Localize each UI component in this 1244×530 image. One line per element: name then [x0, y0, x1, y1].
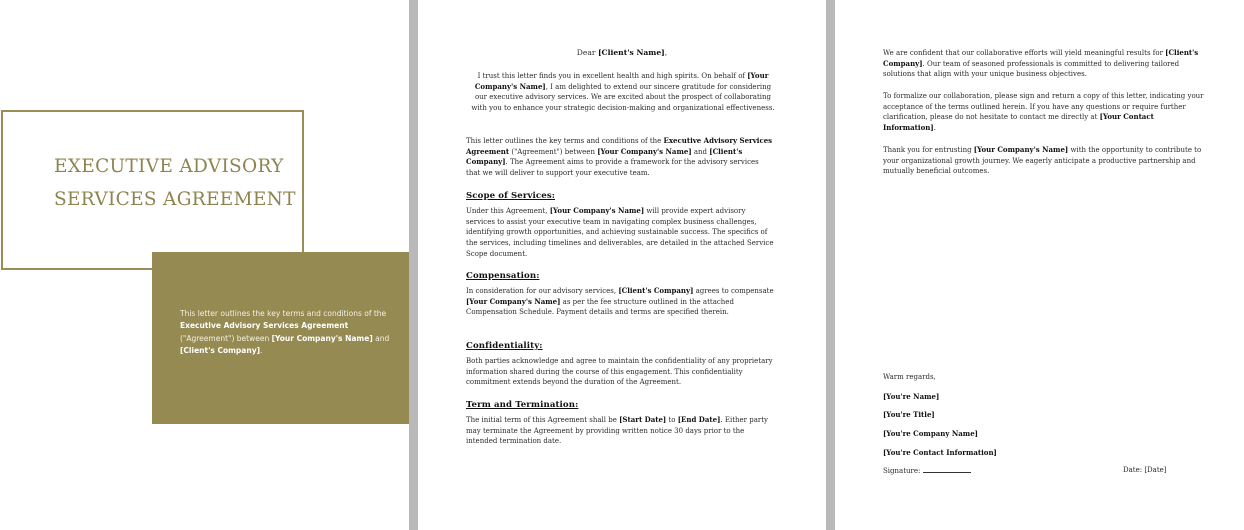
paragraph-text: agrees to compensate [693, 287, 774, 295]
summary-agreement-name: Executive Advisory Services Agreement [180, 321, 349, 331]
date-label: Date: [Date] [1123, 466, 1167, 474]
summary-text-part: . [260, 346, 263, 356]
paragraph-text: The initial term of this Agreement shall be [466, 416, 620, 424]
cover-title-line1: EXECUTIVE ADVISORY [54, 156, 284, 177]
contact-placeholder: [Your Contact Information] [883, 112, 1154, 133]
paragraph-text: as per the fee structure outlined in the attached Compensation Schedule. Payment details and terms are specified therein. [466, 297, 734, 317]
intro-paragraph [468, 71, 778, 114]
agreement-name: Executive Advisory Services Agreement [466, 136, 773, 156]
paragraph-text: I trust this letter finds you in excellent health and high spirits. On behalf of [477, 72, 748, 80]
formalize-paragraph [883, 91, 1205, 134]
signature-label: Signature: [883, 467, 921, 475]
cover-page [0, 0, 409, 530]
paragraph-text: . Our team of seasoned professionals is committed to delivering tailored solutions that align with your unique business objectives. [883, 59, 1180, 79]
term-paragraph [466, 415, 776, 447]
company-placeholder: [Your Company's Name] [474, 71, 769, 91]
cover-title-line2: SERVICES AGREEMENT [54, 189, 296, 210]
client-placeholder: [Client's Company] [618, 286, 694, 295]
paragraph-text: We are confident that our collaborative efforts will yield meaningful results for [883, 49, 1166, 57]
salutation-text: , [664, 48, 668, 57]
company-placeholder: [Your Company's Name] [549, 206, 645, 215]
cover-title [54, 150, 299, 216]
thanks-paragraph [883, 145, 1205, 177]
company-placeholder: [Your Company's Name] [973, 145, 1069, 154]
start-date-placeholder: [Start Date] [619, 415, 667, 424]
paragraph-text: Under this Agreement, [466, 207, 550, 215]
paragraph-text: In consideration for our advisory services, [466, 287, 619, 295]
closing-page [835, 0, 1244, 530]
scope-heading: Scope of Services: [466, 191, 556, 201]
signer-title: [You're Title] [883, 410, 935, 419]
paragraph-text: with the opportunity to contribute to your organizational growth journey. We eagerly anticipate a productive partnership and mutually beneficial outcomes. [883, 146, 1202, 176]
company-placeholder: [Your Company's Name] [597, 146, 692, 156]
summary-text-part: ("Agreement") between [180, 333, 272, 343]
paragraph-text: . Either party may terminate the Agreement by providing written notice 30 days prior to the intended termination date. [466, 416, 769, 446]
agreement-paragraph [466, 136, 774, 179]
summary-text-part: and [372, 333, 390, 343]
term-heading: Term and Termination: [466, 400, 579, 410]
paragraph-text: and [691, 147, 710, 156]
compensation-heading: Compensation: [466, 271, 540, 281]
confidence-paragraph [883, 48, 1205, 80]
paragraph-text: To formalize our collaboration, please sign and return a copy of this letter, indicating your acceptance of the terms outlined herein. If you have any questions or require further clarification, please do not hesitate to contact me directly at [883, 92, 1204, 122]
letter-page [418, 0, 826, 530]
signer-name: [You're Name] [883, 392, 940, 401]
paragraph-text: ("Agreement") between [509, 147, 598, 156]
signer-contact: [You're Contact Information] [883, 448, 997, 457]
summary-client-placeholder: [Client's Company] [180, 346, 261, 356]
confidentiality-paragraph: Both parties acknowledge and agree to maintain the confidentiality of any proprietary information shared during the course of this engagement. This confidentiality commitment extends beyond the duration of the Agreement. [466, 357, 773, 387]
paragraph-text: to [666, 416, 678, 424]
signature-line[interactable] [923, 465, 971, 473]
company-placeholder: [Your Company's Name] [466, 296, 561, 306]
summary-company-placeholder: [Your Company's Name] [271, 333, 373, 343]
paragraph-text: . The Agreement aims to provide a framework for the advisory services that we will deliver to support your executive team. [466, 158, 759, 178]
paragraph-text: . [933, 124, 936, 133]
summary-panel [152, 252, 409, 424]
scope-paragraph [466, 206, 776, 260]
paragraph-text: , I am delighted to extend our sincere gratitude for considering our executive advisory services. We are excited about the prospect of collaborating with you to enhance your strategic decision-making and organizational effectiveness. [471, 82, 775, 113]
paragraph-text: will provide expert advisory services to assist your executive team in navigating complex business challenges, identifying growth opportunities, and achieving sustainable success. The specifics of the services, including timelines and deliverables, are detailed in the attached Service Scope document. [466, 207, 774, 258]
salutation-text: Dear [576, 48, 598, 57]
summary-text [180, 308, 396, 358]
regards-text: Warm regards, [883, 373, 936, 381]
paragraph-text: Thank you for entrusting [883, 146, 974, 154]
signer-company: [You're Company Name] [883, 429, 978, 438]
client-placeholder: [Client's Company] [883, 48, 1199, 68]
signature-row [883, 465, 971, 477]
confidentiality-heading: Confidentiality: [466, 341, 543, 351]
client-name-placeholder: [Client's Name] [597, 48, 665, 57]
salutation [418, 48, 826, 59]
paragraph-text: This letter outlines the key terms and conditions of the [466, 137, 664, 145]
summary-text-part: This letter outlines the key terms and conditions of the [180, 309, 387, 318]
end-date-placeholder: [End Date] [677, 415, 721, 424]
client-placeholder: [Client's Company] [466, 146, 743, 167]
compensation-paragraph [466, 286, 776, 318]
